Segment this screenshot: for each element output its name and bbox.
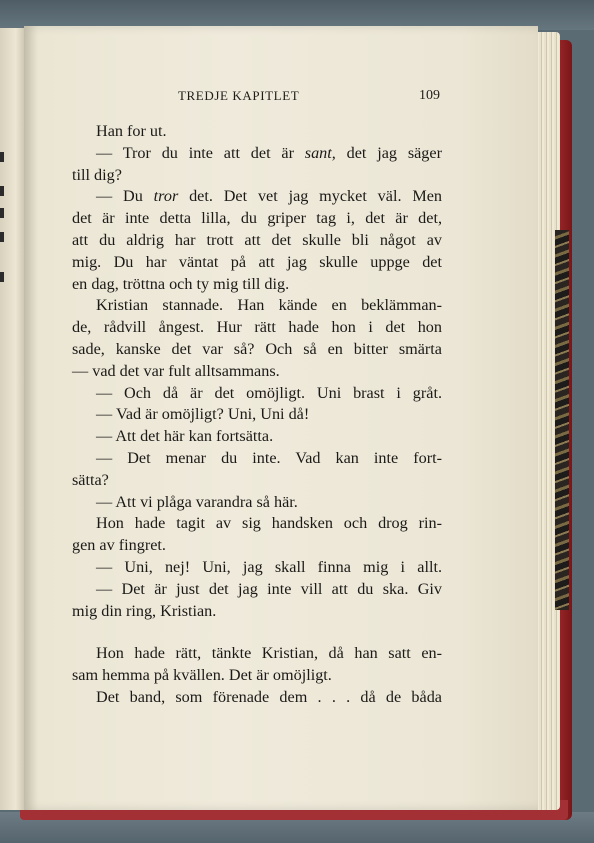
- text-line: mig din ring, Kristian.: [72, 601, 217, 620]
- text-line: — Det är just det jag inte vill att du ska. Giv: [96, 579, 442, 598]
- text-line: — Att det här kan fortsätta.: [96, 427, 274, 446]
- text-line: Kristian stannade. Han kände en beklämman-: [96, 296, 442, 315]
- text-line: — Och då är det omöjligt. Uni brast i gråt.: [96, 383, 442, 402]
- left-page-text-mark: [0, 186, 4, 196]
- text-line: gen av fingret.: [72, 536, 166, 555]
- left-page-text-mark: [0, 232, 4, 242]
- text-line: en dag, tröttna och ty mig till dig.: [72, 274, 290, 293]
- text-line: — Att vi plåga varandra så här.: [96, 492, 298, 511]
- text-line: Hon hade tagit av sig handsken och drog rin-: [96, 514, 442, 533]
- text-line: — Vad är omöjligt? Uni, Uni då!: [96, 405, 310, 424]
- text-line: de, rådvill ångest. Hur rätt hade hon i det hon: [72, 318, 442, 337]
- text-line: — Uni, nej! Uni, jag skall finna mig i allt.: [96, 558, 442, 576]
- text-line: — Det menar du inte. Vad kan inte fort-: [96, 449, 442, 467]
- page-number: 109: [419, 88, 440, 103]
- text-line: Han for ut.: [96, 122, 167, 140]
- text-line: mig. Du har väntat på att jag skulle uppge det: [72, 252, 442, 271]
- left-page-text-mark: [0, 208, 4, 218]
- text-line: att du aldrig har trott att det skulle bli något av: [72, 231, 442, 249]
- left-page-text-mark: [0, 272, 4, 282]
- text-line: — vad det var fult alltsammans.: [72, 361, 280, 380]
- text-line: — Tror du inte att det är sant, det jag säger: [96, 143, 442, 162]
- text-line: sätta?: [72, 470, 109, 489]
- book-page: [24, 26, 538, 810]
- text-line: till dig?: [72, 165, 122, 184]
- text-line: det är inte detta lilla, du griper tag i, det är det,: [72, 209, 442, 228]
- text-line: — Du tror det. Det vet jag mycket väl. Men: [96, 187, 442, 206]
- marbled-endpaper: [555, 230, 569, 610]
- left-page-sliver: [0, 28, 27, 810]
- left-page-text-mark: [0, 152, 4, 162]
- text-line: sade, kanske det var så? Och så en bitter smärta: [72, 340, 442, 358]
- running-head: TREDJE KAPITLET: [178, 88, 300, 103]
- text-line: sam hemma på kvällen. Det är omöjligt.: [72, 666, 332, 685]
- text-line: Hon hade rätt, tänkte Kristian, då han satt en-: [96, 644, 442, 663]
- page-header: [74, 88, 440, 110]
- text-line: Det band, som förenade dem . . . då de båda: [96, 688, 442, 706]
